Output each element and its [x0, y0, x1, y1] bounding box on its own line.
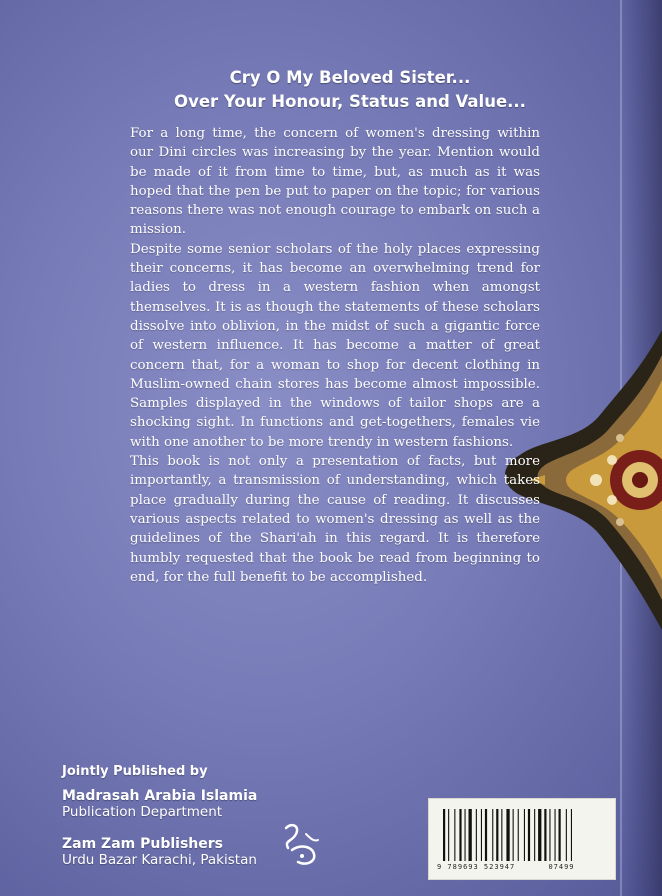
second-publisher-address: Urdu Bazar Karachi, Pakistan: [62, 852, 257, 868]
jointly-published-heading: Jointly Published by: [62, 764, 208, 779]
barcode-digits: [437, 863, 609, 871]
first-publisher-name: Madrasah Arabia Islamia: [62, 788, 258, 804]
second-publisher-name: Zam Zam Publishers: [62, 836, 223, 852]
first-publisher-department: Publication Department: [62, 804, 223, 820]
isbn-barcode: [428, 798, 616, 880]
back-cover-title: [120, 66, 580, 114]
zamzam-logo-icon: [278, 820, 324, 870]
isbn-barcode-icon: [443, 809, 603, 861]
title-line-1: Cry O My Beloved Sister...: [229, 68, 471, 87]
blurb-paragraph-3: This book is not only a presentation of facts, but more importantly, a transmission of understanding, which takes place gradually during the cause of reading. It discusses various aspects related to women's dressing as well as the guidelines of the Shari'ah in this regard. It is therefore humbly requested that the book be read from beginning to end, for the full benefit to be accomplished.: [130, 454, 540, 585]
barcode-left-digits: 9 789693 523947: [437, 863, 516, 871]
blurb-paragraph-2: Despite some senior scholars of the holy places expressing their concerns, it has become an overwhelming trend for ladies to dress in a western fashion when amongst themselves. It is as though the statements of these scholars dissolve into oblivion, in the midst of such a gigantic force of western influence. It has become a matter of great concern that, for a woman to shop for decent clothing in Muslim-owned chain stores has become almost impossible. Samples displayed in the windows of tailor shops are a shocking sight. In functions and get-togethers, females vie with one another to be more trendy in western fashions.: [130, 241, 540, 450]
title-line-2: Over Your Honour, Status and Value...: [174, 92, 526, 111]
blurb-paragraph-1: For a long time, the concern of women's dressing within our Dini circles was increasing by the year. Mention would be made of it from time to time, but, as much as it was hoped that the pen be put to paper on the topic; for various reasons there was not enough courage to embark on such a mission.: [130, 126, 540, 238]
barcode-right-digits: 07499: [548, 863, 575, 871]
blurb-text: [130, 124, 540, 587]
